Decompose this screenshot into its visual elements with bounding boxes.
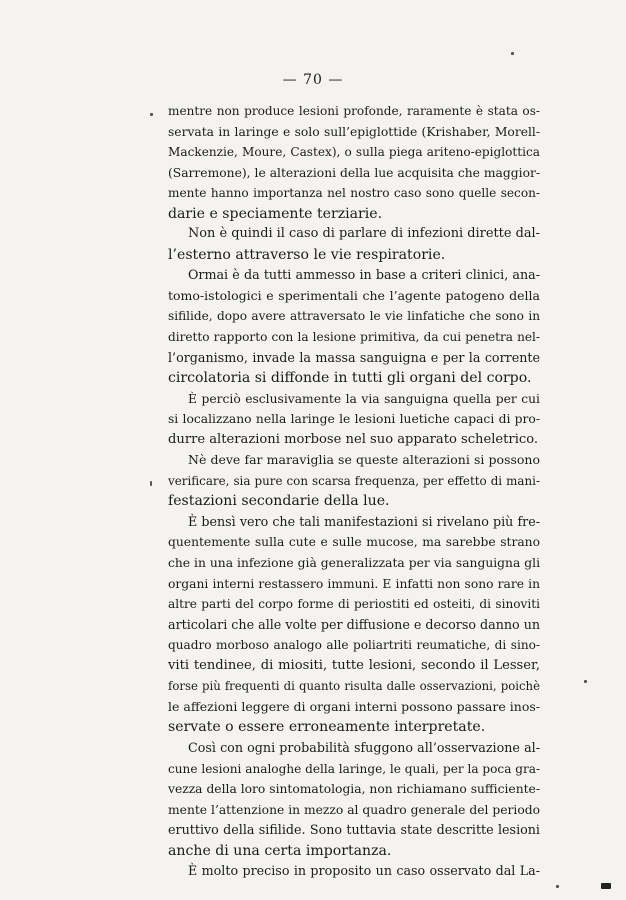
text-line: verificare, sia pure con scarsa frequenza, per effetto di mani- (168, 473, 540, 488)
text-line: quentemente sulla cute e sulle mucose, ma sarebbe strano (168, 535, 540, 550)
text-line: È molto preciso in proposito un caso osservato dal La- (188, 863, 540, 879)
text-line: mente hanno importanza nel nostro caso sono quelle secon- (168, 186, 540, 201)
text-line: viti tendinee, di miositi, tutte lesioni, secondo il Lesser, (168, 657, 540, 673)
text-line: tomo-istologici e sperimentali che l’agente patogeno della (168, 287, 540, 303)
text-line: festazioni secondarie della lue. (168, 493, 390, 510)
text-line: anche di una certa importanza. (168, 842, 392, 859)
text-line: mentre non produce lesioni profonde, raramente è stata os- (168, 104, 540, 118)
scan-speck (511, 52, 514, 55)
text-line: Nè deve far maraviglia se queste alterazioni si possono (188, 452, 540, 468)
text-line: (Sarremone), le alterazioni della lue acquisita che maggior- (168, 165, 540, 180)
scan-speck (150, 113, 153, 116)
text-line: eruttivo della sifilide. Sono tuttavia state descritte lesioni (168, 822, 540, 838)
text-line: l’esterno attraverso le vie respiratorie. (168, 246, 446, 263)
text-line: servata in laringe e solo sull’epiglottide (Krishaber, Morell- (168, 124, 540, 139)
scan-speck (601, 883, 611, 889)
scan-speck (584, 680, 587, 683)
text-line: Così con ogni probabilità sfuggono all’osservazione al- (188, 739, 540, 755)
text-line: durre alterazioni morbose nel suo apparato scheletrico. (168, 431, 539, 447)
text-line: È perciò esclusivamente la via sanguigna quella per cui (188, 391, 540, 406)
text-line: diretto rapporto con la lesione primitiva, da cui penetra nel- (168, 330, 540, 345)
page-number: — 70 — (282, 72, 344, 88)
text-line: articolari che alle volte per diffusione e decorso danno un (168, 616, 541, 632)
text-line: circolatoria si diffonde in tutti gli organi del corpo. (168, 370, 532, 387)
text-line: darie e speciamente terziarie. (168, 205, 383, 222)
body-text (168, 101, 540, 882)
text-line: mente l’attenzione in mezzo al quadro generale del periodo (168, 802, 540, 817)
text-line: organi interni restassero immuni. E infatti non sono rare in (168, 576, 540, 591)
text-line: l’organismo, invade la massa sanguigna e per la corrente (168, 349, 540, 365)
text-line: È bensì vero che tali manifestazioni si rivelano più fre- (188, 513, 540, 529)
text-line: che in una infezione già generalizzata per via sanguigna gli (168, 556, 540, 571)
scan-speck (556, 885, 559, 888)
text-line: forse più frequenti di quanto risulta dalle osservazioni, poichè (168, 679, 540, 694)
scan-speck (150, 481, 152, 486)
text-line: le affezioni leggere di organi interni possono passare inos- (168, 698, 540, 714)
text-line: si localizzano nella laringe le lesioni luetiche capaci di pro- (168, 412, 540, 427)
text-line: vezza della loro sintomatologia, non richiamano sufficiente- (168, 782, 540, 797)
text-line: quadro morboso analogo alle poliartriti reumatiche, di sino- (168, 638, 540, 653)
text-line: cune lesioni analoghe della laringe, le quali, per la poca gra- (168, 761, 541, 776)
text-line: Non è quindi il caso di parlare di infezioni dirette dal- (188, 226, 540, 242)
text-line: sifilide, dopo avere attraversato le vie linfatiche che sono in (168, 309, 540, 324)
text-line: Mackenzie, Moure, Castex), o sulla piega ariteno-epiglottica (168, 145, 540, 160)
text-line: Ormai è da tutti ammesso in base a criteri clinici, ana- (188, 267, 540, 283)
text-line: servate o essere erroneamente interpretate. (168, 719, 486, 736)
text-line: altre parti del corpo forme di periostiti ed osteiti, di sinoviti (168, 597, 540, 612)
